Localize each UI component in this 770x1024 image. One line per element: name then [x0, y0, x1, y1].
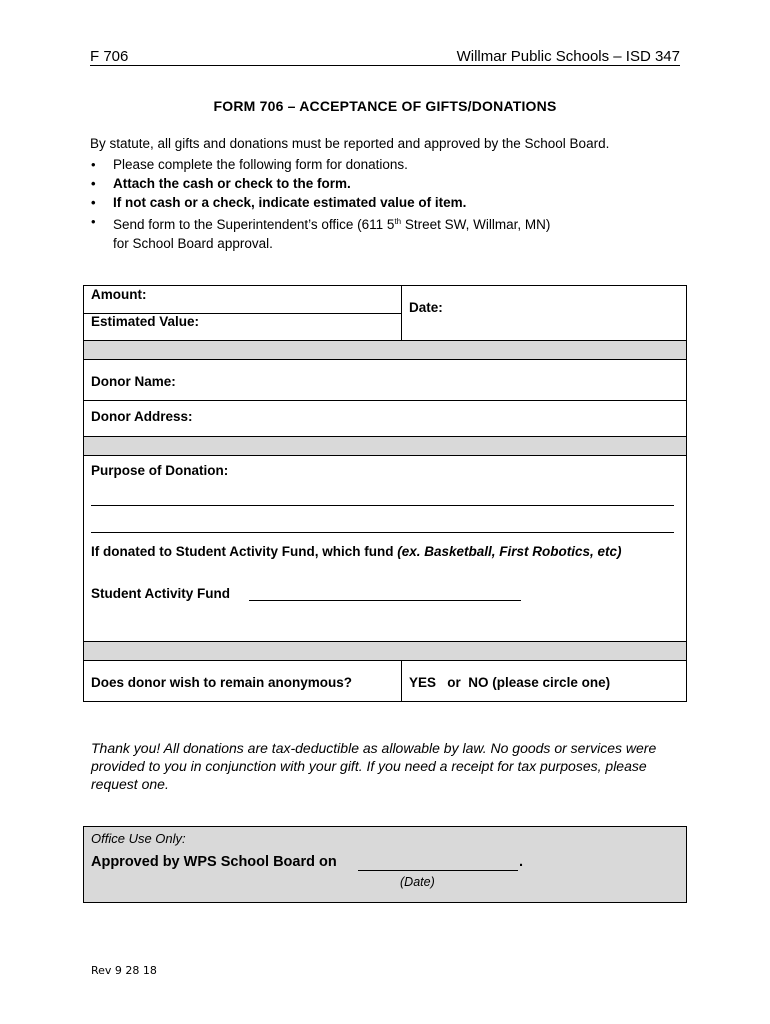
shaded-separator: [83, 641, 687, 661]
instruction-text: Street SW, Willmar, MN): [401, 217, 551, 232]
purpose-line[interactable]: [91, 505, 674, 506]
divider: [84, 400, 686, 401]
instruction-text: for School Board approval.: [113, 236, 273, 251]
instructions-list: [90, 155, 550, 253]
divider: [401, 285, 402, 341]
form-code: F 706: [90, 48, 129, 65]
saf-example: (ex. Basketball, First Robotics, etc): [397, 544, 622, 559]
purpose-line[interactable]: [91, 532, 674, 533]
saf-label: Student Activity Fund: [91, 586, 230, 601]
ordinal-suffix: th: [394, 217, 402, 226]
donor-section: [83, 359, 687, 437]
saf-question-text: If donated to Student Activity Fund, which fund: [91, 544, 398, 559]
instruction-item: [90, 212, 550, 253]
approval-date-line[interactable]: [358, 870, 518, 871]
saf-input-line[interactable]: [249, 600, 521, 601]
saf-question: [91, 544, 622, 559]
thank-you-note: Thank you! All donations are tax-deductible as allowable by law. No goods or services were provided to you in conjunction with your gift. If you need a receipt for tax purposes, please request one.: [91, 740, 657, 792]
instruction-item: • Please complete the following form for donations.: [90, 155, 550, 174]
estimated-value-label[interactable]: Estimated Value:: [91, 314, 200, 329]
office-use-box: [83, 826, 687, 903]
donor-address-label[interactable]: Donor Address:: [91, 409, 193, 424]
revision-note: Rev 9 28 18: [91, 964, 157, 977]
donor-name-label[interactable]: Donor Name:: [91, 374, 176, 389]
instruction-item: • If not cash or a check, indicate estimated value of item.: [90, 193, 550, 212]
period: .: [519, 854, 524, 870]
approved-label: Approved by WPS School Board on: [91, 854, 337, 870]
date-label[interactable]: Date:: [409, 300, 443, 315]
page-header: [90, 46, 680, 66]
amount-label[interactable]: Amount:: [91, 287, 147, 302]
anonymous-answer[interactable]: YES or NO (please circle one): [409, 675, 611, 690]
shaded-separator: [83, 340, 687, 360]
intro-text: By statute, all gifts and donations must be reported and approved by the School Board.: [90, 136, 610, 151]
divider: [401, 660, 402, 702]
organization-name: Willmar Public Schools – ISD 347: [456, 48, 680, 65]
office-use-label: Office Use Only:: [91, 831, 186, 846]
form-title: FORM 706 – ACCEPTANCE OF GIFTS/DONATIONS: [213, 98, 557, 114]
shaded-separator: [83, 436, 687, 456]
instruction-text: Send form to the Superintendent’s office (611 5: [113, 217, 395, 232]
date-hint: (Date): [400, 875, 435, 889]
purpose-label[interactable]: Purpose of Donation:: [91, 463, 229, 478]
instruction-item: • Attach the cash or check to the form.: [90, 174, 550, 193]
anonymous-question: Does donor wish to remain anonymous?: [91, 675, 353, 690]
